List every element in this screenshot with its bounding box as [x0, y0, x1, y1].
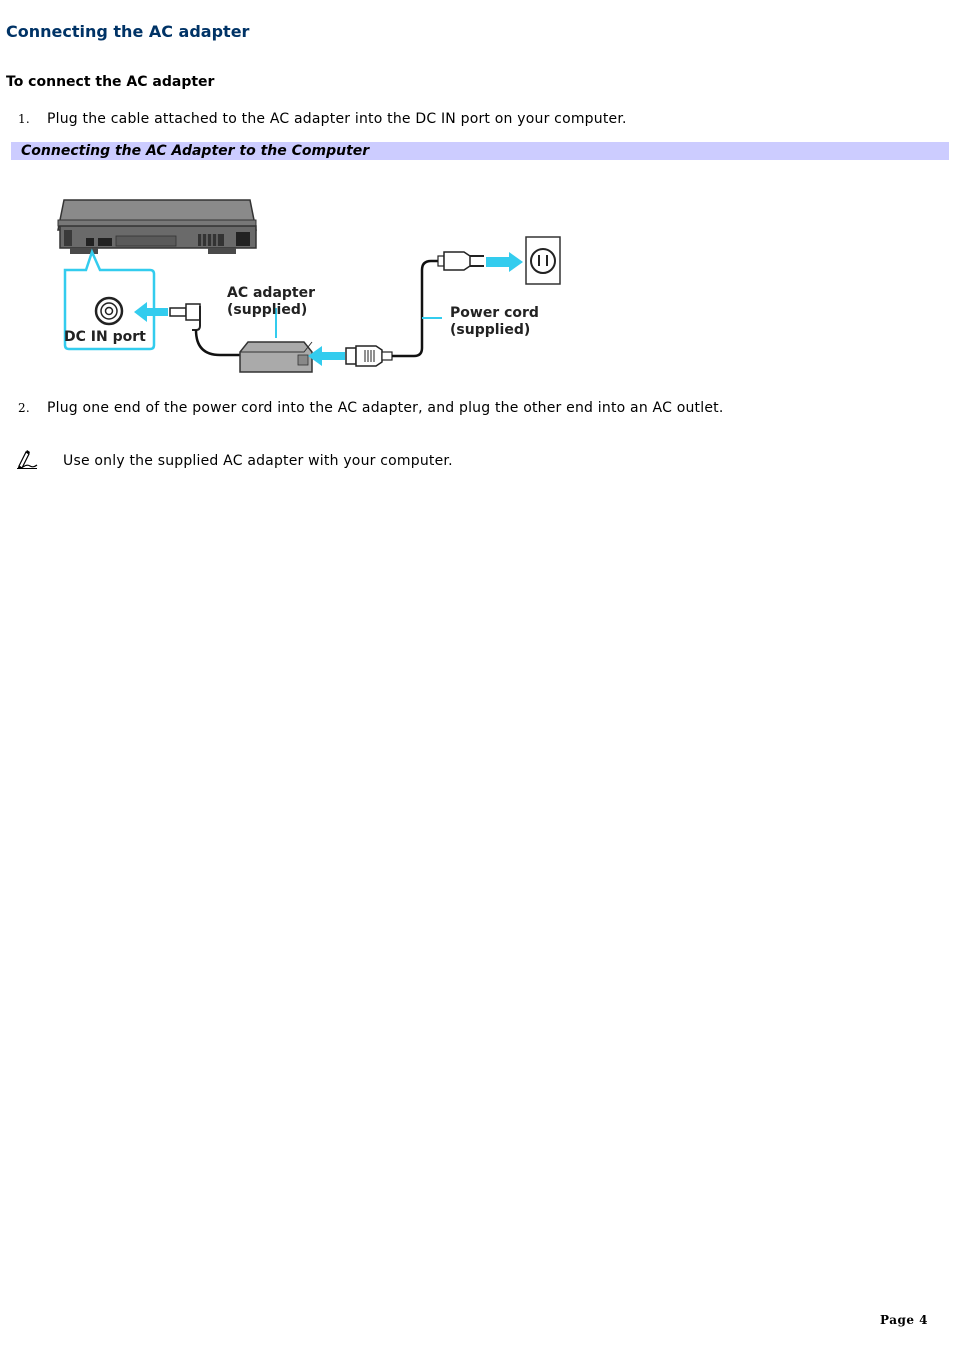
pen-note-icon	[16, 449, 38, 469]
power-cord-connector-illustration	[346, 346, 392, 366]
step-text: Plug the cable attached to the AC adapter into the DC IN port on your computer.	[47, 111, 627, 127]
power-cord	[392, 261, 442, 356]
arrow-icon	[486, 252, 523, 272]
page-number: Page 4	[880, 1313, 929, 1327]
ac-adapter-connection-illustration	[50, 190, 570, 380]
page-title: Connecting the AC adapter	[6, 22, 250, 41]
step-number: 1.	[18, 112, 30, 126]
dc-cable	[196, 330, 242, 355]
laptop-illustration	[58, 200, 256, 254]
wall-outlet-illustration	[526, 237, 560, 284]
step-text: Plug one end of the power cord into the AC adapter, and plug the other end into an AC outlet.	[47, 400, 724, 416]
arrow-icon	[308, 346, 345, 366]
dc-plug-illustration	[170, 304, 200, 330]
power-cord-label-line1: Power cord	[450, 305, 539, 321]
dc-in-port-callout	[64, 252, 154, 349]
dc-in-port-label: DC IN port	[64, 329, 146, 345]
step-number: 2.	[18, 401, 30, 415]
figure-caption: Connecting the AC Adapter to the Computer	[11, 142, 949, 160]
ac-plug-illustration	[438, 252, 484, 270]
ac-adapter-label-line2: (supplied)	[227, 302, 308, 318]
power-cord-label-line2: (supplied)	[450, 322, 531, 338]
ac-adapter-label-line1: AC adapter	[227, 285, 316, 301]
note-text: Use only the supplied AC adapter with your computer.	[63, 453, 453, 469]
procedure-heading: To connect the AC adapter	[6, 74, 215, 90]
